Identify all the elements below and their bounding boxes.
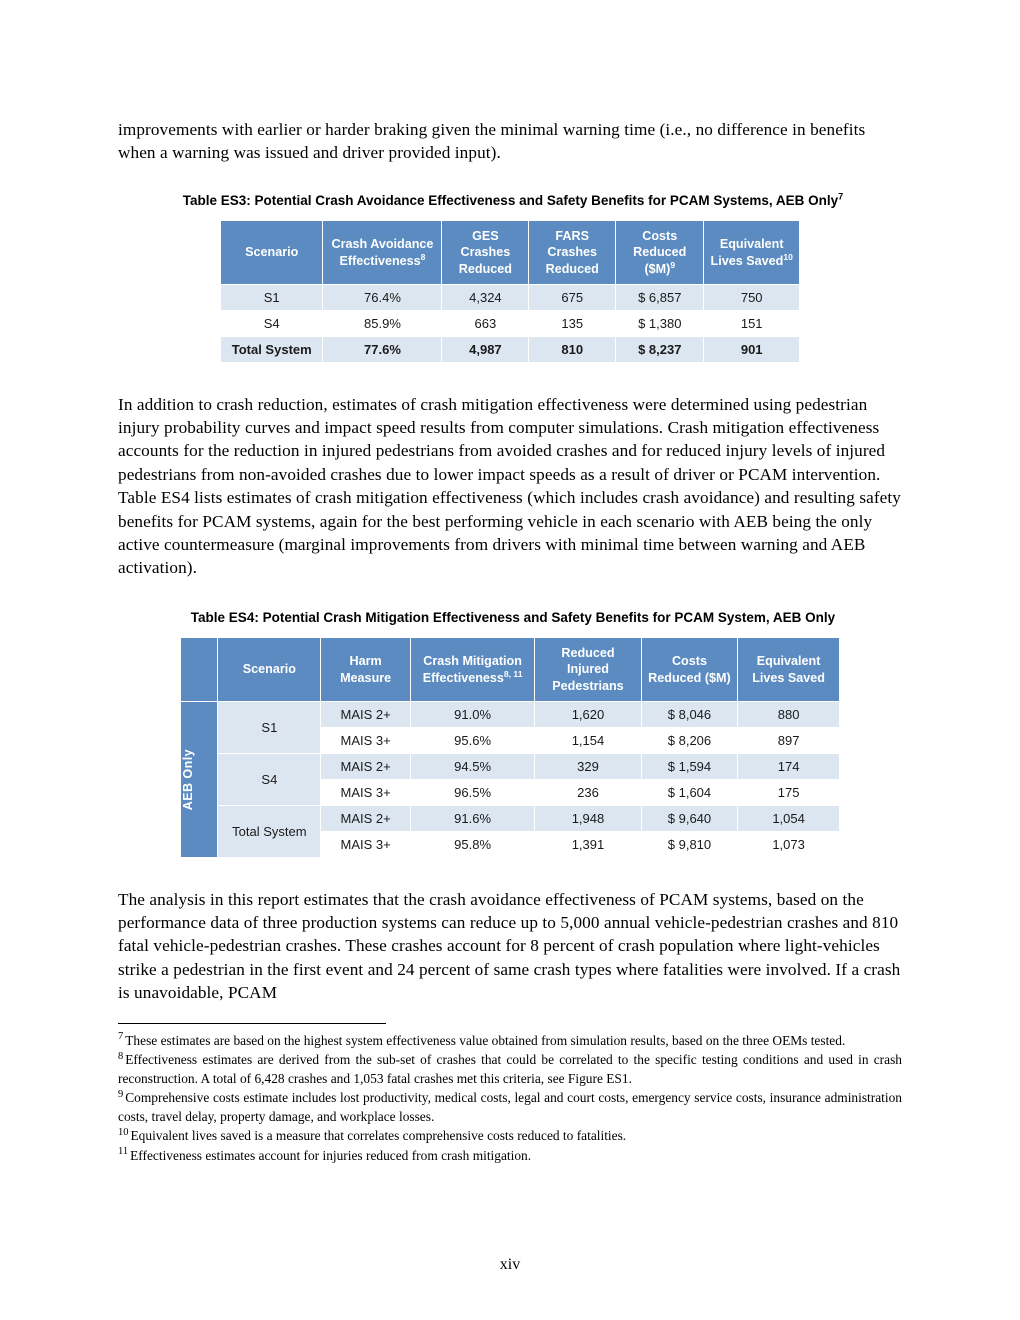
header-label: Crash Avoidance Effectiveness: [331, 237, 434, 268]
cell-lives: 750: [704, 284, 800, 310]
cell-lives: 1,054: [738, 805, 840, 831]
table-es4-col-sidebar: [181, 638, 218, 701]
cell-harm-measure: MAIS 2+: [321, 753, 411, 779]
cell-fars: 675: [529, 284, 616, 310]
header-label: Equivalent Lives Saved: [752, 654, 825, 685]
table-es3-body: [221, 284, 800, 362]
cell-costs: $ 9,810: [641, 831, 737, 857]
cell-fars: 810: [529, 336, 616, 362]
table-es3-caption: [118, 191, 908, 211]
header-label: Reduced Injured Pedestrians: [552, 646, 624, 693]
footnote-section: [118, 1032, 902, 1166]
table-es4-col-lives: [738, 638, 840, 701]
paragraph-intro: improvements with earlier or harder braking given the minimal warning time (i.e., no difference in benefits when a warning was issued and driver provided input).: [118, 120, 866, 163]
table-es3-col-fars: [529, 221, 616, 284]
cell-scenario: Total System: [218, 805, 321, 857]
cell-ges: 4,324: [442, 284, 529, 310]
cell-fars: 135: [529, 310, 616, 336]
cell-lives: 1,073: [738, 831, 840, 857]
cell-costs: $ 8,046: [641, 701, 737, 727]
header-label: FARS Crashes Reduced: [545, 229, 599, 276]
table-es3-col-ges: [442, 221, 529, 284]
cell-mitigation-effectiveness: 96.5%: [410, 779, 534, 805]
cell-costs: $ 8,237: [616, 336, 704, 362]
footnote-item: [118, 1032, 902, 1051]
header-sup: 9: [670, 259, 676, 270]
cell-scenario: S4: [221, 310, 323, 336]
header-label: GES Crashes Reduced: [458, 229, 512, 276]
table-es4: [180, 637, 840, 857]
cell-costs: $ 6,857: [616, 284, 704, 310]
table-es3-col-costs: [616, 221, 704, 284]
table-es3-head: [221, 221, 800, 284]
paragraph-mitigation: In addition to crash reduction, estimates of crash mitigation effectiveness were determined using pedestrian injury probability curves and impact speed results from computer simulations. Crash mitigation effectiveness accounts for the reduction in injured pedestrians from avoided crashes and for reduced injury levels of injured pedestrians from non-avoided crashes due to lower impact speeds as a result of driver or PCAM intervention. Table ES4 lists estimates of crash mitigation effectiveness (which includes crash avoidance) and resulting safety benefits for PCAM systems, again for the best performing vehicle in each scenario with AEB being the only active countermeasure (marginal improvements from drivers with minimal time between warning and AEB activation).: [118, 394, 901, 578]
table-es4-col-mitigation-effectiveness: [410, 638, 534, 701]
table-es3-caption-footnote-marker: 7: [838, 191, 844, 202]
cell-costs: $ 1,380: [616, 310, 704, 336]
footnote-number: 8: [118, 1050, 124, 1062]
cell-mitigation-effectiveness: 91.0%: [410, 701, 534, 727]
spacer: [118, 580, 902, 608]
cell-scenario: S1: [221, 284, 323, 310]
cell-reduced-injured: 1,391: [535, 831, 642, 857]
cell-lives: 901: [704, 336, 800, 362]
cell-harm-measure: MAIS 2+: [321, 805, 411, 831]
header-label: Costs Reduced ($M): [648, 654, 731, 685]
cell-harm-measure: MAIS 2+: [321, 701, 411, 727]
header-label: Equivalent Lives Saved: [710, 237, 784, 268]
table-es4-col-reduced-injured-pedestrians: [535, 638, 642, 701]
footnote-item: [118, 1147, 902, 1166]
table-row: [221, 284, 800, 310]
table-es3-caption-text: Table ES3: Potential Crash Avoidance Effectiveness and Safety Benefits for PCAM Systems, AEB Only: [182, 192, 839, 208]
cell-mitigation-effectiveness: 94.5%: [410, 753, 534, 779]
cell-lives: 174: [738, 753, 840, 779]
table-es3: [220, 220, 800, 362]
cell-mitigation-effectiveness: 95.8%: [410, 831, 534, 857]
cell-costs: $ 1,604: [641, 779, 737, 805]
cell-scenario: Total System: [221, 336, 323, 362]
table-es3-col-effectiveness: [323, 221, 442, 284]
cell-harm-measure: MAIS 3+: [321, 779, 411, 805]
cell-scenario: S1: [218, 701, 321, 753]
header-label: Costs Reduced ($M): [633, 229, 687, 276]
table-es4-col-scenario: [218, 638, 321, 701]
cell-ges: 4,987: [442, 336, 529, 362]
header-sup: 8, 11: [503, 668, 523, 679]
table-row-total: [221, 336, 800, 362]
header-label: Harm Measure: [340, 654, 392, 685]
cell-ges: 663: [442, 310, 529, 336]
cell-costs: $ 9,640: [641, 805, 737, 831]
cell-reduced-injured: 1,154: [535, 727, 642, 753]
footnote-divider: [118, 1023, 386, 1024]
table-es4-head: [181, 638, 840, 701]
cell-harm-measure: MAIS 3+: [321, 727, 411, 753]
table-es4-sidebar-aeb-only: [181, 701, 218, 857]
footnote-number: 10: [118, 1126, 129, 1138]
header-sup: 10: [783, 251, 793, 262]
cell-mitigation-effectiveness: 91.6%: [410, 805, 534, 831]
table-es3-header-row: [221, 221, 800, 284]
cell-reduced-injured: 236: [535, 779, 642, 805]
table-es4-body: [181, 701, 840, 857]
header-sup: 8: [420, 251, 426, 262]
spacer: [118, 363, 902, 393]
cell-harm-measure: MAIS 3+: [321, 831, 411, 857]
footnote-number: 9: [118, 1088, 124, 1100]
paragraph-analysis: The analysis in this report estimates that the crash avoidance effectiveness of PCAM systems, based on the performance data of three production systems can reduce up to 5,000 annual vehicle-pedestrian crashes and 810 fatal vehicle-pedestrian crashes. These crashes account for 8 percent of crash population where light-vehicles strike a pedestrian in the first event and 24 percent of same crash types where fatalities were involved. If a crash is unavoidable, PCAM: [118, 889, 901, 1003]
cell-costs: $ 8,206: [641, 727, 737, 753]
footnote-text: Effectiveness estimates account for injuries reduced from crash mitigation.: [130, 1147, 532, 1163]
footnote-item: [118, 1089, 902, 1126]
table-es3-col-lives: [704, 221, 800, 284]
cell-scenario: S4: [218, 753, 321, 805]
table-es4-col-costs: [641, 638, 737, 701]
header-label: Scenario: [245, 245, 299, 260]
table-row: [181, 701, 840, 727]
cell-effectiveness: 76.4%: [323, 284, 442, 310]
table-row: [221, 310, 800, 336]
table-es4-header-row: [181, 638, 840, 701]
cell-lives: 897: [738, 727, 840, 753]
cell-reduced-injured: 1,948: [535, 805, 642, 831]
table-es4-col-harm-measure: [321, 638, 411, 701]
table-es4-caption-text: Table ES4: Potential Crash Mitigation Effectiveness and Safety Benefits for PCAM System, AEB Only: [190, 609, 836, 625]
spacer: [118, 165, 902, 191]
cell-reduced-injured: 1,620: [535, 701, 642, 727]
table-es3-col-scenario: [221, 221, 323, 284]
footnote-text: Equivalent lives saved is a measure that correlates comprehensive costs reduced to fatalities.: [130, 1128, 627, 1144]
footnote-text: These estimates are based on the highest system effectiveness value obtained from simulation results, based on the three OEMs tested.: [125, 1032, 846, 1048]
cell-reduced-injured: 329: [535, 753, 642, 779]
footnote-text: Effectiveness estimates are derived from the sub-set of crashes that could be correlated to the specific testing conditions and used in crash reconstruction. A total of 6,428 crashes and 1,053 fatal crashes met this criteria, see Figure ES1.: [118, 1052, 902, 1086]
table-es4-caption: [118, 608, 908, 628]
table-row: [181, 753, 840, 779]
footnote-number: 7: [118, 1031, 124, 1043]
cell-lives: 175: [738, 779, 840, 805]
footnote-item: [118, 1051, 902, 1088]
cell-effectiveness: 85.9%: [323, 310, 442, 336]
sidebar-label: AEB Only: [181, 748, 195, 810]
cell-mitigation-effectiveness: 95.6%: [410, 727, 534, 753]
header-label: Crash Mitigation Effectiveness: [422, 654, 522, 685]
footnote-number: 11: [118, 1146, 129, 1158]
footnote-text: Comprehensive costs estimate includes lost productivity, medical costs, legal and court costs, emergency service costs, insurance administration costs, travel delay, property damage, and workplace losses.: [118, 1090, 902, 1124]
spacer: [118, 858, 902, 888]
cell-effectiveness: 77.6%: [323, 336, 442, 362]
footnote-item: [118, 1127, 902, 1146]
header-label: Scenario: [242, 662, 296, 677]
cell-costs: $ 1,594: [641, 753, 737, 779]
cell-lives: 151: [704, 310, 800, 336]
cell-lives: 880: [738, 701, 840, 727]
page-number: xiv: [499, 1256, 521, 1273]
table-row: [181, 805, 840, 831]
